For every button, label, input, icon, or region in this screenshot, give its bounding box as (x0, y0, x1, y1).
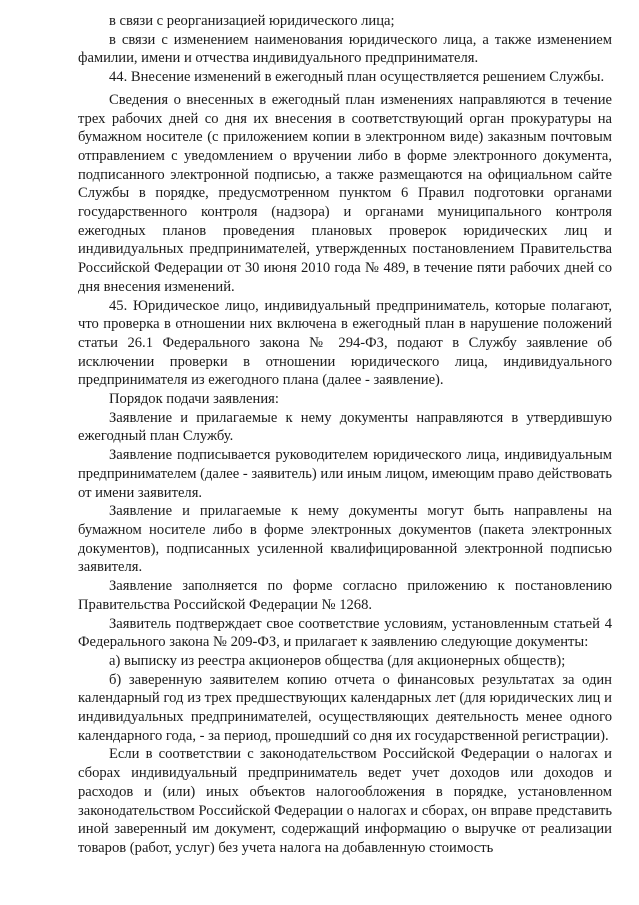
paragraph-45: 45. Юридическое лицо, индивидуальный предприниматель, которые полагают, что проверка в отношении них включена в ежегодный план в нарушение положений статьи 26.1 Федерального закона № 294-ФЗ, подают в Службу заявление об исключении проверки в отношении юридического лица, индивидуального предпринимателя из ежегодного плана (далее - заявление). (78, 297, 612, 389)
paragraph-item-b: б) заверенную заявителем копию отчета о финансовых результатах за один календарный год из трех предшествующих календарных лет (для юридических лиц и индивидуальных предпринимателей, осуществляющих деятельность менее одного календарного года, - за период, прошедший со дня их государственной регистрации). (78, 671, 612, 744)
document-page (78, 12, 612, 858)
paragraph-changes-info: Сведения о внесенных в ежегодный план изменениях направляются в течение трех рабочих дней со дня их внесения в соответствующий орган прокуратуры на бумажном носителе (с приложением копии в электронном виде) заказным почтовым отправлением с уведомлением о вручении либо в форме электронного документа, подписанного электронной подписью, а также размещаются на официальном сайте Службы в порядке, предусмотренном пунктом 6 Правил подготовки органами государственного контроля (надзора) и органами муниципального контроля ежегодных планов проведения плановых проверок юридических лиц и индивидуальных предпринимателей, утвержденных постановлением Правительства Российской Федерации от 30 июня 2010 года № 489, в течение пяти рабочих дней со дня внесения изменений. (78, 91, 612, 295)
paragraph-item-a: а) выписку из реестра акционеров общества (для акционерных обществ); (109, 652, 566, 669)
paragraph-applicant-confirms: Заявитель подтверждает свое соответствие условиям, установленным статьей 4 Федерального закона № 209-ФЗ, и прилагает к заявлению следующие документы: (78, 615, 612, 651)
paragraph-tax-accounting: Если в соответствии с законодательством Российской Федерации о налогах и сборах индивидуальный предприниматель ведет учет доходов или доходов и расходов и (или) иных объектов налогообложения в порядке, установленном законодательством Российской Федерации о налогах и сборах, он вправе представить иной заверенный им документ, содержащий информацию о выручке от реализации товаров (работ, услуг) без учета налога на добавленную стоимость (78, 746, 612, 856)
paragraph-application-signed: Заявление подписывается руководителем юридического лица, индивидуальным предпринимателем (далее - заявитель) или иным лицом, имеющим право действовать от имени заявителя. (78, 447, 612, 501)
paragraph-44: 44. Внесение изменений в ежегодный план осуществляется решением Службы. (109, 69, 605, 86)
paragraph-application-format: Заявление и прилагаемые к нему документы могут быть направлены на бумажном носителе либо в форме электронных документов (пакета электронных документов), подписанных усиленной квалифицированной электронной подписью заявителя. (78, 503, 612, 576)
paragraph-application-sent: Заявление и прилагаемые к нему документы направляются в утвердившую ежегодный план Службу. (78, 409, 612, 445)
paragraph-name-change: в связи с изменением наименования юридического лица, а также изменением фамилии, имени и отчества индивидуального предпринимателя. (78, 31, 612, 67)
paragraph-application-form: Заявление заполняется по форме согласно приложению к постановлению Правительства Российской Федерации № 1268. (78, 578, 612, 613)
paragraph-application-order: Порядок подачи заявления: (109, 391, 279, 408)
paragraph-reorganization: в связи с реорганизацией юридического лица; (109, 13, 395, 29)
